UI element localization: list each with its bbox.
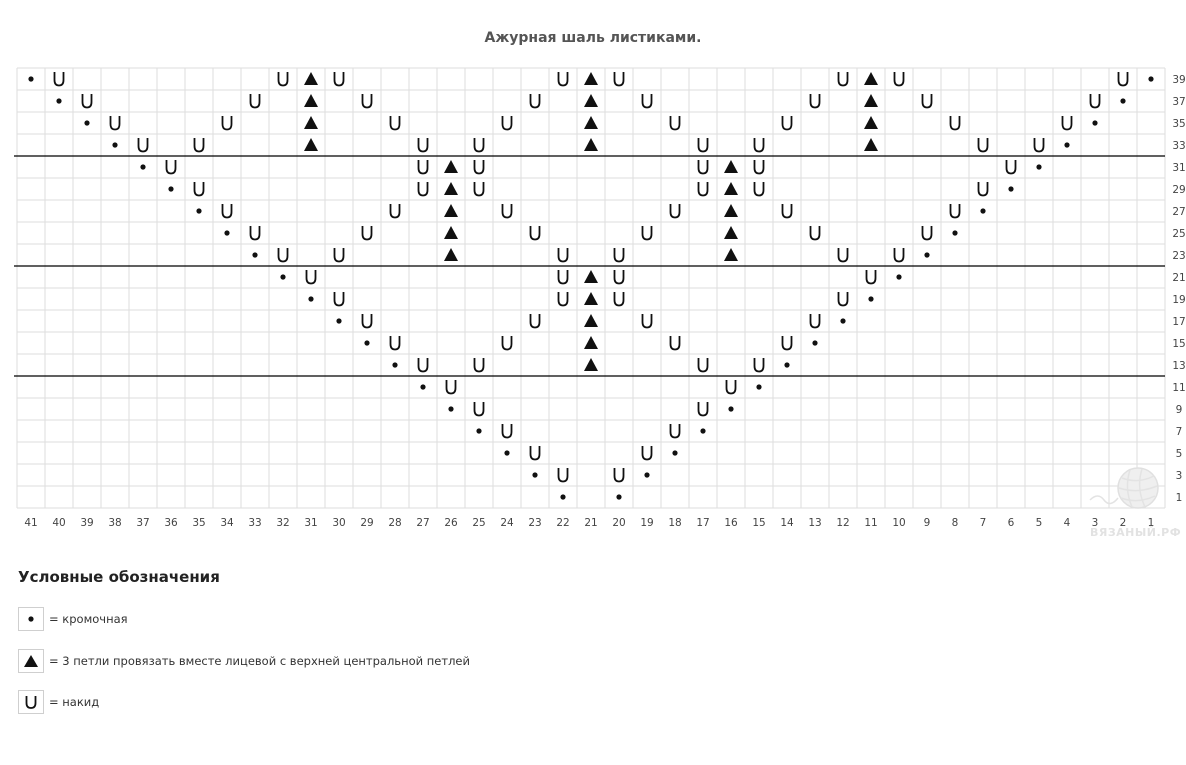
column-number-label: 29: [360, 517, 374, 529]
edge-stitch-symbol: [784, 362, 789, 367]
edge-stitch-symbol: [56, 98, 61, 103]
yarn-over-symbol: [83, 94, 92, 108]
yarn-over-symbol: [783, 116, 792, 130]
edge-stitch-symbol: [336, 318, 341, 323]
edge-stitch-symbol: [224, 230, 229, 235]
yarn-over-symbol: [1091, 94, 1100, 108]
column-number-label: 38: [108, 517, 122, 529]
decrease-symbol: [584, 72, 598, 85]
decrease-symbol: [864, 138, 878, 151]
column-number-label: 27: [416, 517, 430, 529]
edge-stitch-symbol: [756, 384, 761, 389]
edge-stitch-symbol: [1008, 186, 1013, 191]
edge-stitch-symbol: [1120, 98, 1125, 103]
yarn-over-symbol: [307, 270, 316, 284]
row-number-label: 17: [1172, 316, 1186, 328]
edge-stitch-symbol: [84, 120, 89, 125]
row-number-label: 9: [1175, 404, 1183, 416]
row-number-label: 29: [1172, 184, 1186, 196]
column-number-label: 22: [556, 517, 570, 529]
yarn-over-symbol: [615, 72, 624, 86]
yarn-over-symbol: [699, 160, 708, 174]
yarn-over-symbol: [839, 72, 848, 86]
edge-stitch-symbol: [1148, 76, 1153, 81]
column-number-label: 40: [52, 517, 66, 529]
legend-label-edge-stitch: = кромочная: [49, 612, 128, 626]
yarn-over-symbol: [391, 336, 400, 350]
yarn-over-symbol: [419, 160, 428, 174]
yarn-over-symbol: [895, 248, 904, 262]
yarn-over-symbol: [419, 138, 428, 152]
row-number-label: 33: [1172, 140, 1186, 152]
yarn-over-symbol: [475, 358, 484, 372]
yarn-over-symbol: [503, 424, 512, 438]
column-number-label: 3: [1091, 517, 1099, 529]
row-number-label: 11: [1172, 382, 1186, 394]
legend-label-decrease: = 3 петли провязать вместе лицевой с верхней центральной петлей: [49, 654, 470, 668]
column-number-label: 30: [332, 517, 346, 529]
yarn-over-symbol: [839, 248, 848, 262]
yarn-over-symbol: [419, 182, 428, 196]
column-number-label: 33: [248, 517, 262, 529]
column-number-label: 12: [836, 517, 850, 529]
row-number-label: 39: [1172, 74, 1186, 86]
column-number-label: 24: [500, 517, 514, 529]
yarn-over-symbol: [699, 182, 708, 196]
edge-stitch-symbol: [1064, 142, 1069, 147]
column-number-label: 9: [923, 517, 931, 529]
yarn-over-symbol: [839, 292, 848, 306]
column-number-label: 15: [752, 517, 766, 529]
decrease-symbol: [584, 292, 598, 305]
yarn-over-symbol: [475, 138, 484, 152]
row-number-label: 15: [1172, 338, 1186, 350]
decrease-symbol: [304, 72, 318, 85]
legend-label-yarn-over: = накид: [49, 695, 100, 709]
column-number-label: 18: [668, 517, 682, 529]
edge-stitch-symbol: [168, 186, 173, 191]
yarn-over-symbol: [475, 182, 484, 196]
yarn-over-symbol: [699, 402, 708, 416]
column-number-label: 21: [584, 517, 598, 529]
decrease-symbol: [724, 160, 738, 173]
legend-item-edge-stitch: [18, 606, 128, 632]
yarn-over-symbol: [363, 226, 372, 240]
decrease-symbol: [584, 94, 598, 107]
yarn-over-icon: [18, 690, 44, 714]
yarn-over-symbol: [867, 270, 876, 284]
triangle-decrease-icon: [18, 649, 44, 673]
yarn-over-symbol: [475, 160, 484, 174]
yarn-over-symbol: [783, 204, 792, 218]
yarn-over-symbol: [979, 182, 988, 196]
edge-stitch-symbol: [924, 252, 929, 257]
yarn-over-symbol: [279, 72, 288, 86]
yarn-over-symbol: [531, 314, 540, 328]
edge-stitch-symbol: [252, 252, 257, 257]
edge-stitch-symbol: [728, 406, 733, 411]
edge-stitch-symbol: [616, 494, 621, 499]
edge-stitch-symbol: [840, 318, 845, 323]
yarn-over-symbol: [503, 116, 512, 130]
decrease-symbol: [444, 204, 458, 217]
yarn-over-symbol: [811, 94, 820, 108]
yarn-over-symbol: [559, 468, 568, 482]
column-number-label: 35: [192, 517, 206, 529]
yarn-over-symbol: [251, 94, 260, 108]
edge-stitch-symbol: [672, 450, 677, 455]
edge-stitch-symbol: [560, 494, 565, 499]
edge-stitch-symbol: [504, 450, 509, 455]
decrease-symbol: [304, 138, 318, 151]
yarn-over-symbol: [559, 270, 568, 284]
column-number-label: 13: [808, 517, 822, 529]
yarn-over-symbol: [727, 380, 736, 394]
yarn-over-symbol: [391, 204, 400, 218]
decrease-symbol: [584, 358, 598, 371]
yarn-over-symbol: [671, 336, 680, 350]
edge-stitch-symbol: [700, 428, 705, 433]
decrease-symbol: [584, 314, 598, 327]
yarn-over-symbol: [755, 160, 764, 174]
edge-stitch-symbol: [308, 296, 313, 301]
edge-stitch-symbol: [952, 230, 957, 235]
yarn-over-symbol: [979, 138, 988, 152]
edge-stitch-symbol: [112, 142, 117, 147]
decrease-symbol: [584, 116, 598, 129]
yarn-over-symbol: [1063, 116, 1072, 130]
edge-stitch-symbol: [980, 208, 985, 213]
yarn-over-symbol: [531, 226, 540, 240]
row-number-label: 37: [1172, 96, 1186, 108]
row-number-label: 27: [1172, 206, 1186, 218]
yarn-over-symbol: [251, 226, 260, 240]
yarn-over-symbol: [643, 314, 652, 328]
column-number-label: 4: [1063, 517, 1071, 529]
yarn-over-symbol: [671, 116, 680, 130]
edge-stitch-symbol: [364, 340, 369, 345]
yarn-over-symbol: [503, 204, 512, 218]
row-number-label: 1: [1175, 492, 1183, 504]
watermark-text: ВЯЗАНЫЙ.РФ: [1090, 526, 1182, 539]
yarn-over-symbol: [559, 248, 568, 262]
column-number-label: 32: [276, 517, 290, 529]
column-number-label: 39: [80, 517, 94, 529]
column-number-label: 1: [1147, 517, 1155, 529]
yarn-over-symbol: [699, 358, 708, 372]
edge-stitch-symbol: [644, 472, 649, 477]
column-number-label: 7: [979, 517, 987, 529]
yarn-over-symbol: [391, 116, 400, 130]
column-number-label: 25: [472, 517, 486, 529]
yarn-over-symbol: [951, 116, 960, 130]
row-number-label: 7: [1175, 426, 1183, 438]
row-number-label: 25: [1172, 228, 1186, 240]
column-number-label: 34: [220, 517, 234, 529]
edge-stitch-symbol: [196, 208, 201, 213]
yarn-over-symbol: [195, 138, 204, 152]
decrease-symbol: [724, 204, 738, 217]
decrease-symbol: [444, 248, 458, 261]
legend-item-decrease: [18, 648, 470, 674]
yarn-over-symbol: [671, 204, 680, 218]
edge-stitch-symbol: [140, 164, 145, 169]
column-number-label: 2: [1119, 517, 1127, 529]
yarn-over-symbol: [1007, 160, 1016, 174]
yarn-over-symbol: [55, 72, 64, 86]
yarn-over-symbol: [167, 160, 176, 174]
column-number-label: 26: [444, 517, 458, 529]
decrease-symbol: [584, 270, 598, 283]
decrease-symbol: [304, 116, 318, 129]
yarn-over-symbol: [615, 270, 624, 284]
row-number-label: 21: [1172, 272, 1186, 284]
edge-stitch-symbol: [448, 406, 453, 411]
decrease-symbol: [864, 94, 878, 107]
column-number-label: 16: [724, 517, 738, 529]
yarn-over-symbol: [755, 138, 764, 152]
decrease-symbol: [304, 94, 318, 107]
yarn-over-symbol: [335, 292, 344, 306]
yarn-over-symbol: [335, 248, 344, 262]
yarn-over-symbol: [559, 292, 568, 306]
decrease-symbol: [444, 226, 458, 239]
row-number-label: 5: [1175, 448, 1183, 460]
edge-stitch-symbol: [868, 296, 873, 301]
column-number-label: 28: [388, 517, 402, 529]
column-number-label: 41: [24, 517, 38, 529]
yarn-over-symbol: [1035, 138, 1044, 152]
decrease-symbol: [584, 336, 598, 349]
yarn-over-symbol: [139, 138, 148, 152]
yarn-over-symbol: [755, 358, 764, 372]
yarn-over-symbol: [363, 94, 372, 108]
decrease-symbol: [584, 138, 598, 151]
yarn-over-symbol: [643, 226, 652, 240]
yarn-over-symbol: [335, 72, 344, 86]
decrease-symbol: [864, 116, 878, 129]
decrease-symbol: [724, 248, 738, 261]
yarn-over-symbol: [615, 468, 624, 482]
edge-stitch-symbol: [420, 384, 425, 389]
legend-heading: Условные обозначения: [18, 568, 220, 586]
edge-stitch-symbol: [1092, 120, 1097, 125]
edge-stitch-symbol: [28, 76, 33, 81]
legend-item-yarn-over: [18, 689, 99, 715]
yarn-over-symbol: [895, 72, 904, 86]
edge-stitch-symbol: [476, 428, 481, 433]
row-number-label: 3: [1175, 470, 1183, 482]
chart-title: Ажурная шаль листиками.: [484, 30, 702, 46]
yarn-over-symbol: [923, 94, 932, 108]
yarn-over-symbol: [531, 94, 540, 108]
edge-stitch-symbol: [280, 274, 285, 279]
decrease-symbol: [724, 182, 738, 195]
yarn-over-symbol: [643, 446, 652, 460]
column-number-label: 14: [780, 517, 794, 529]
column-number-label: 19: [640, 517, 654, 529]
decrease-symbol: [724, 226, 738, 239]
edge-stitch-symbol: [1036, 164, 1041, 169]
yarn-over-symbol: [923, 226, 932, 240]
yarn-over-symbol: [363, 314, 372, 328]
decrease-symbol: [444, 182, 458, 195]
column-number-label: 17: [696, 517, 710, 529]
column-number-label: 20: [612, 517, 626, 529]
yarn-over-symbol: [811, 314, 820, 328]
yarn-over-symbol: [531, 446, 540, 460]
edge-stitch-symbol: [532, 472, 537, 477]
edge-stitch-symbol: [812, 340, 817, 345]
yarn-over-symbol: [447, 380, 456, 394]
edge-stitch-icon: [18, 607, 44, 631]
yarn-over-symbol: [223, 116, 232, 130]
row-number-label: 31: [1172, 162, 1186, 174]
decrease-symbol: [864, 72, 878, 85]
yarn-over-symbol: [951, 204, 960, 218]
column-number-label: 11: [864, 517, 878, 529]
row-number-label: 35: [1172, 118, 1186, 130]
column-number-label: 23: [528, 517, 542, 529]
yarn-over-symbol: [783, 336, 792, 350]
row-number-label: 13: [1172, 360, 1186, 372]
column-number-label: 6: [1007, 517, 1015, 529]
yarn-over-symbol: [503, 336, 512, 350]
yarn-over-symbol: [559, 72, 568, 86]
yarn-over-symbol: [475, 402, 484, 416]
column-number-label: 5: [1035, 517, 1043, 529]
column-number-label: 36: [164, 517, 178, 529]
yarn-over-symbol: [615, 292, 624, 306]
yarn-over-symbol: [615, 248, 624, 262]
column-number-label: 37: [136, 517, 150, 529]
decrease-symbol: [444, 160, 458, 173]
yarn-over-symbol: [671, 424, 680, 438]
yarn-over-symbol: [195, 182, 204, 196]
yarn-over-symbol: [643, 94, 652, 108]
yarn-over-symbol: [419, 358, 428, 372]
yarn-over-symbol: [279, 248, 288, 262]
column-number-label: 10: [892, 517, 906, 529]
yarn-over-symbol: [1119, 72, 1128, 86]
column-number-label: 8: [951, 517, 959, 529]
yarn-ball-watermark-icon: [1088, 462, 1168, 524]
yarn-over-symbol: [111, 116, 120, 130]
edge-stitch-symbol: [896, 274, 901, 279]
column-number-label: 31: [304, 517, 318, 529]
yarn-over-symbol: [811, 226, 820, 240]
edge-stitch-symbol: [392, 362, 397, 367]
yarn-over-symbol: [755, 182, 764, 196]
row-number-label: 19: [1172, 294, 1186, 306]
row-number-label: 23: [1172, 250, 1186, 262]
yarn-over-symbol: [699, 138, 708, 152]
yarn-over-symbol: [223, 204, 232, 218]
